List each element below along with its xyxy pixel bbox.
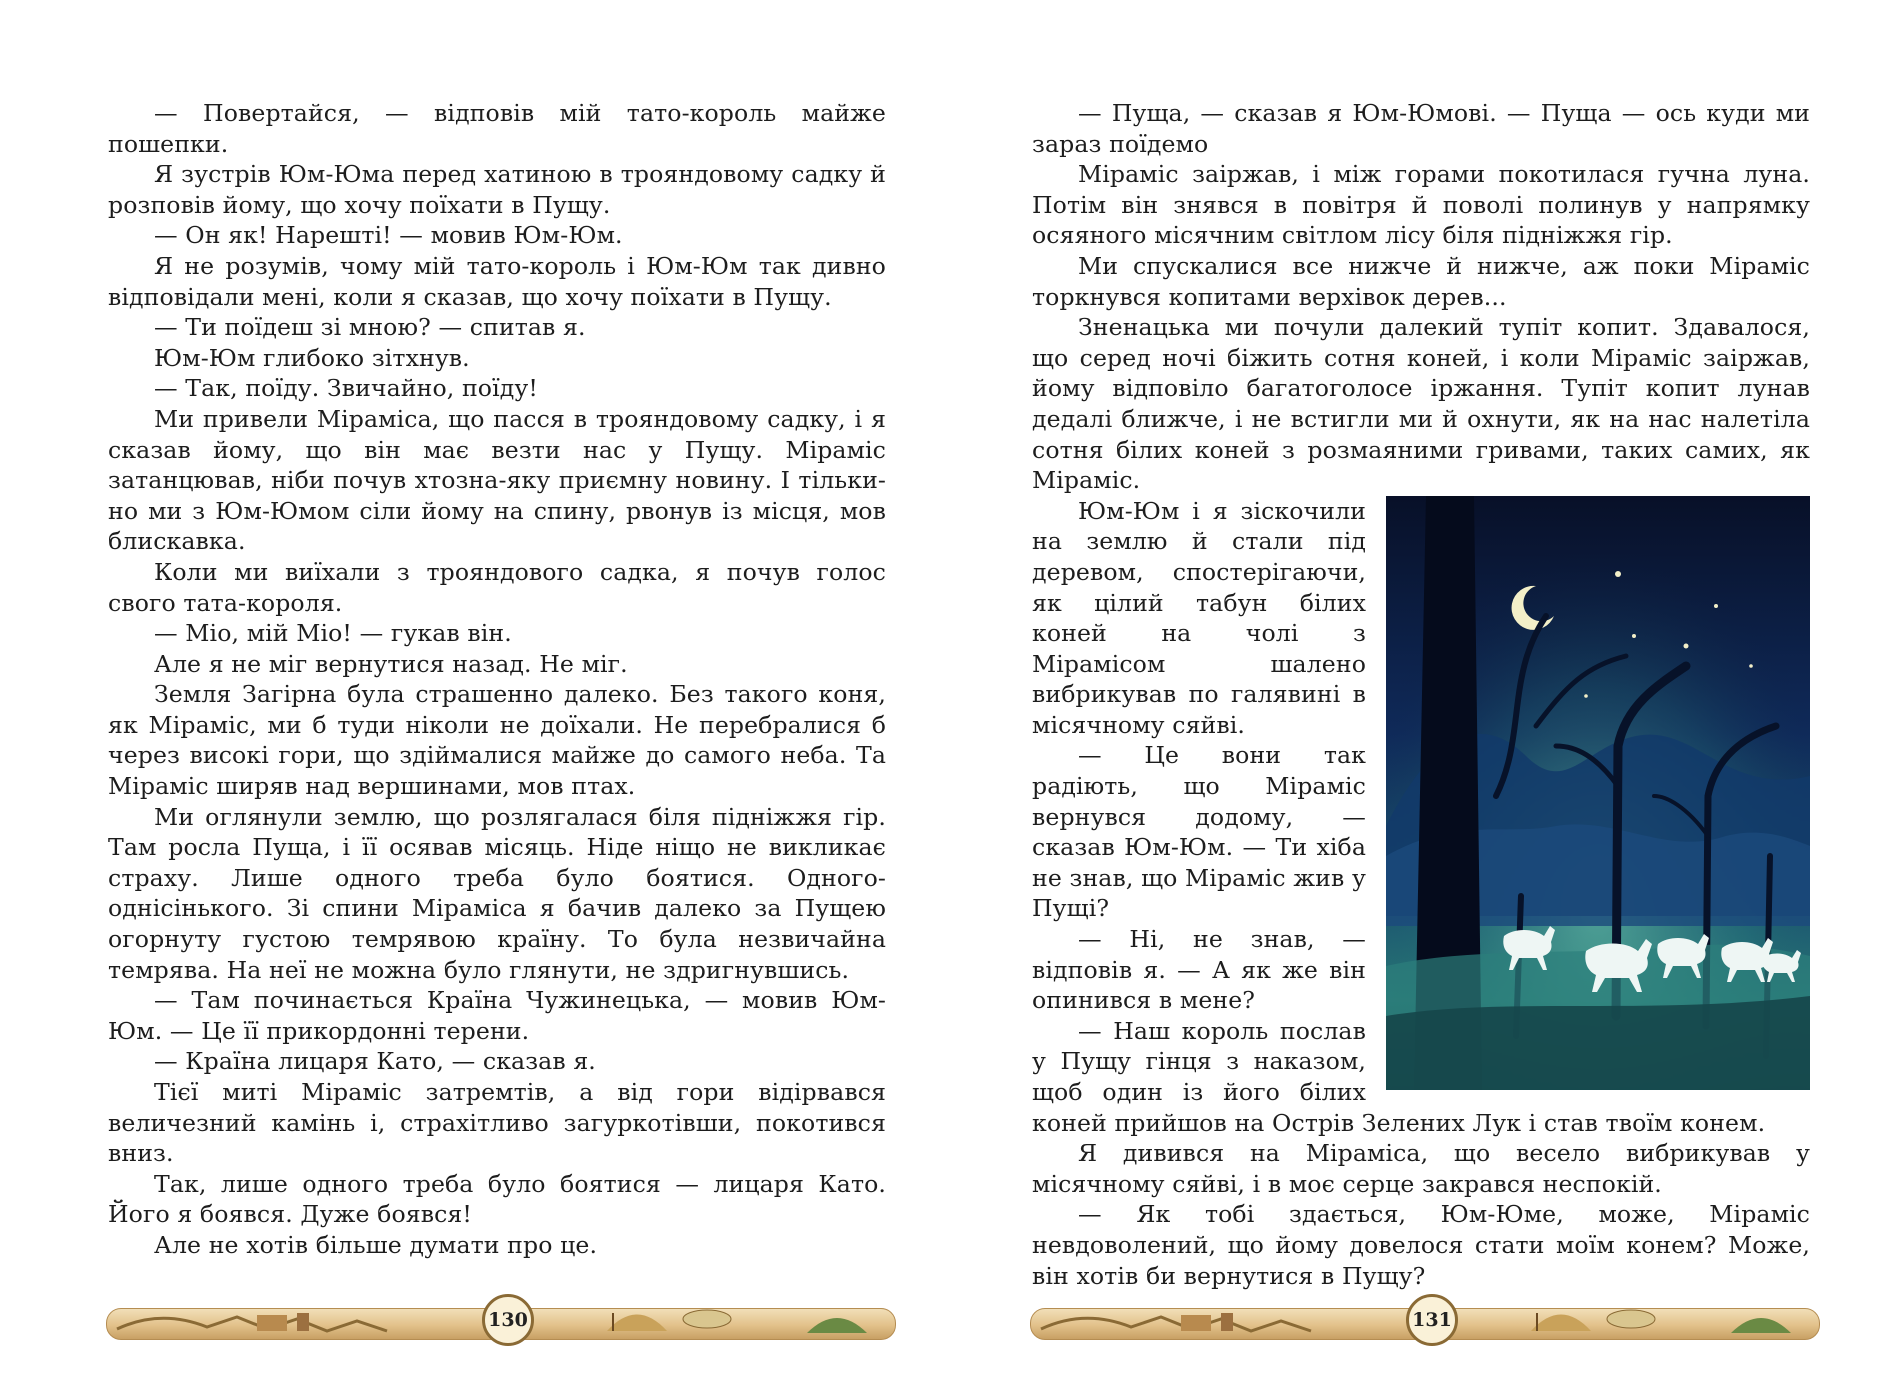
paragraph: — Там починається Країна Чужинецька, — мовив Юм-Юм. — Це її прикордонні терени. <box>108 986 886 1045</box>
paragraph: — Ні, не знав, — відповів я. — А як же він опинився в мене? <box>1032 925 1366 1015</box>
paragraph: Я дивився на Міраміса, що весело вибрикував у місячному сяйві, і в моє серце закрався неспокій. <box>1032 1139 1810 1198</box>
paragraph: — Міо, мій Міо! — гукав він. <box>154 619 512 648</box>
paragraph: Юм-Юм і я зіскочили на землю й стали під деревом, спостерігаючи, як цілий табун білих коней на чолі з Мірамісом шалено вибрикував по галявині в місячному сяйві. <box>1032 496 1366 739</box>
paragraph: — Як тобі здається, Юм-Юме, може, Міраміс невдоволений, що йому довелося стати моїм конем? Може, він хотів би вернутися в Пущу? <box>1032 1200 1810 1290</box>
right-page-text-top <box>1032 98 1810 496</box>
left-page-text <box>108 98 886 1261</box>
paragraph: Так, лише одного треба було боятися — лицаря Като. Його я боявся. Дуже боявся! <box>108 1169 886 1229</box>
paragraph: Ми привели Міраміса, що пасся в трояндовому садку, і я сказав йому, що він має везти нас у Пущу. Міраміс затанцював, ніби почув хтозна-яку приємну новину. І тільки-но ми з Юм-Юмом сіли йому на спину, рвонув із місця, мов блискавка. <box>108 404 886 556</box>
right-page <box>1032 98 1810 1291</box>
paragraph: Тієї миті Міраміс затремтів, а від гори відірвався величезний камінь і, страхітливо загуркотівши, покотився вниз. <box>108 1078 886 1168</box>
forest-horses-illustration <box>1386 496 1810 1090</box>
paragraph: Ми спускалися все нижче й нижче, аж поки Міраміс торкнувся копитами верхівок дерев... <box>1032 251 1810 311</box>
paragraph: — Так, поїду. Звичайно, поїду! <box>154 374 538 403</box>
paragraph: Ми оглянули землю, що розлягалася біля підніжжя гір. Там росла Пуща, і її осявав місяць. Ніде ніщо не викликає страху. Лише одного треба було боятися. Одного-однісінького. Зі спини Міраміса я бачив далеко за Пущею огорнуту густою темрявою країну. То була незвичайна темрява. На неї не можна було глянути, не здригнувшись. <box>108 802 886 984</box>
paragraph: — Наш король послав у Пущу гінця з наказом, щоб один із його білих коней прийшов на Острів Зелених Лук і став твоїм конем. <box>1032 1016 1766 1137</box>
paragraph: Земля Загірна була страшенно далеко. Без такого коня, як Міраміс, ми б туди ніколи не доїхали. Не перебралися б через високі гори, що здіймалися майже до самого неба. Та Міраміс ширяв над вершинами, мов птах. <box>108 680 886 801</box>
paragraph: — Повертайся, — відповів мій тато-король майже пошепки. <box>108 99 886 158</box>
paragraph: Юм-Юм глибоко зітхнув. <box>154 343 470 372</box>
page-number-right: 131 <box>1406 1294 1458 1346</box>
paragraph: Але не хотів більше думати про це. <box>154 1230 598 1259</box>
paragraph: Міраміс заіржав, і між горами покотилася гучна луна. Потім він знявся в повітря й поволі полинув у напрямку осяяного місячним світлом лісу біля підніжжя гір. <box>1032 160 1810 250</box>
paragraph: Зненацька ми почули далекий тупіт копит. Здавалося, що серед ночі біжить сотня коней, і коли Міраміс заіржав, йому відповіло багатоголосе іржання. Тупіт копит лунав дедалі ближче, і не встигли ми й охнути, як на нас налетіла сотня білих коней з розмаяними гривами, таких самих, як Міраміс. <box>1032 313 1810 495</box>
paragraph: — Ти поїдеш зі мною? — спитав я. <box>154 313 586 342</box>
paragraph: — Це вони так радіють, що Міраміс вернувся додому, — сказав Юм-Юм. — Ти хіба не знав, що Міраміс жив у Пущі? <box>1032 741 1366 923</box>
paragraph: Я не розумів, чому мій тато-король і Юм-Юм так дивно відповідали мені, коли я сказав, що хочу поїхати в Пущу. <box>108 251 886 311</box>
left-page <box>108 98 886 1261</box>
paragraph: Я зустрів Юм-Юма перед хатиною в трояндовому садку й розповів йому, що хочу поїхати в Пущу. <box>108 160 886 219</box>
paragraph: — Країна лицаря Като, — сказав я. <box>154 1047 596 1076</box>
paragraph: Коли ми виїхали з трояндового садка, я почув голос свого тата-короля. <box>108 557 886 617</box>
paragraph: — Он як! Нарешті! — мовив Юм-Юм. <box>154 221 623 250</box>
page-number-left: 130 <box>482 1294 534 1346</box>
paragraph: — Пуща, — сказав я Юм-Юмові. — Пуща — ось куди ми зараз поїдемо <box>1032 99 1810 158</box>
left-footer-ornament <box>106 1288 896 1352</box>
paragraph: Але я не міг вернутися назад. Не міг. <box>154 649 628 678</box>
illustration-art <box>1386 496 1810 1090</box>
right-footer-ornament <box>1030 1288 1820 1352</box>
